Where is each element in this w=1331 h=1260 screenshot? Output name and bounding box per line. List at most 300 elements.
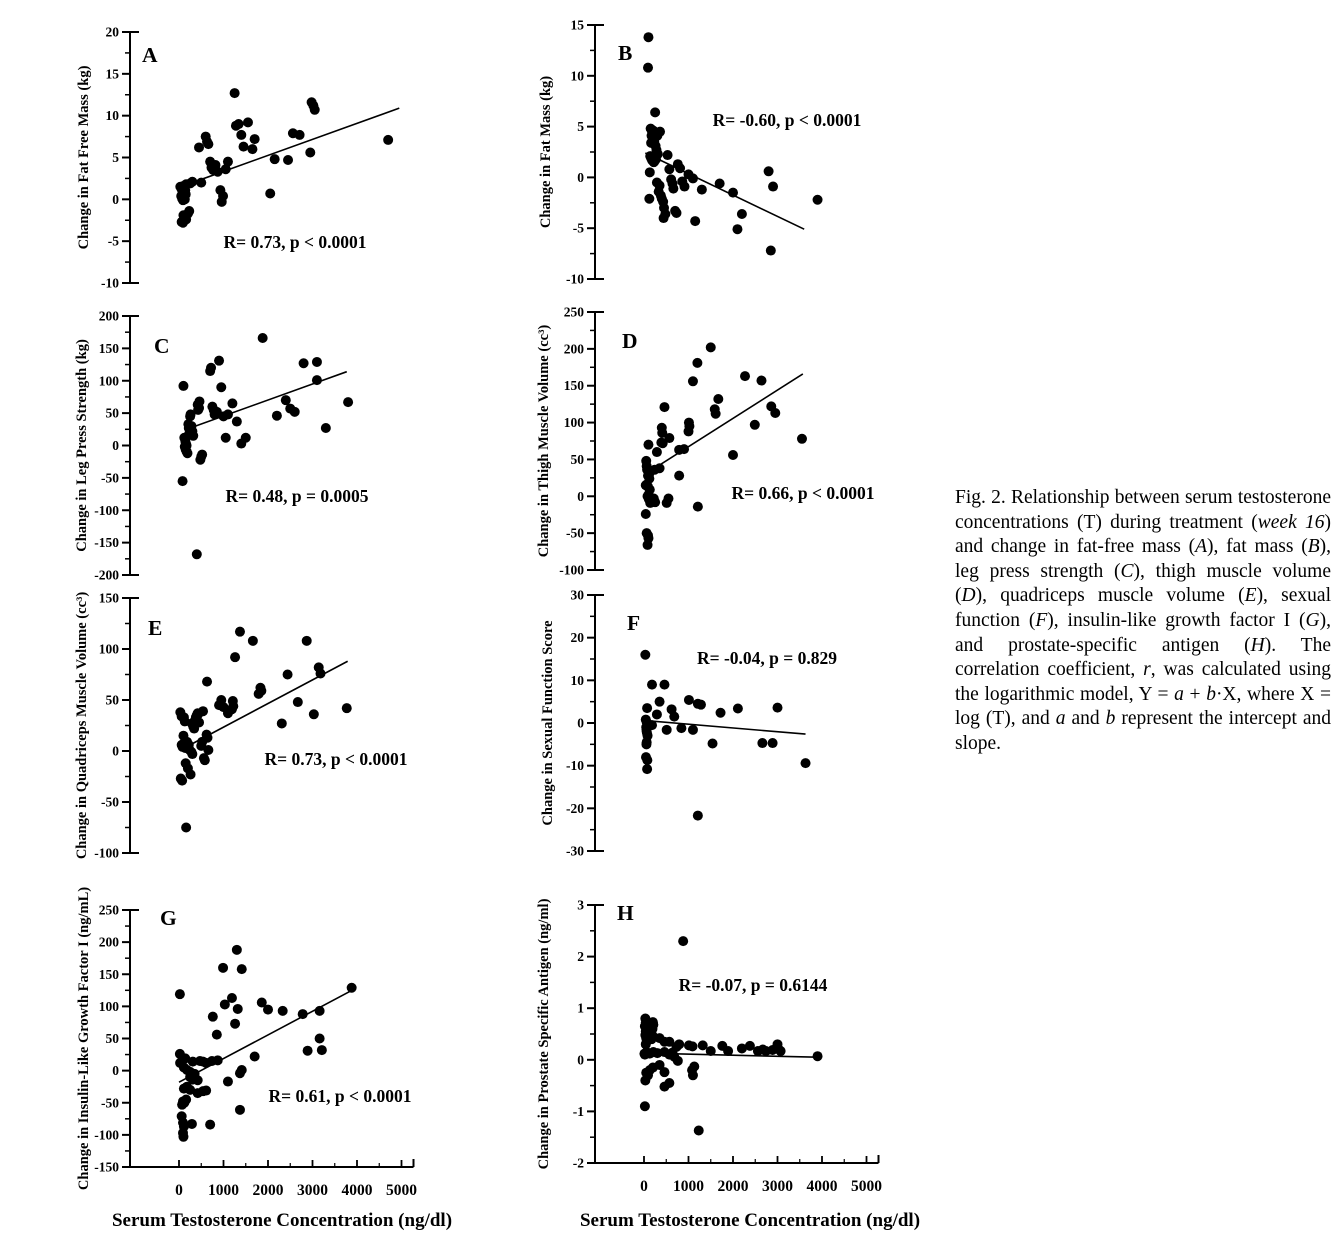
data-point [186, 769, 196, 779]
data-point [640, 1075, 650, 1085]
y-tick-label: -2 [572, 1155, 584, 1171]
scatter-panel-F [520, 585, 990, 877]
data-point [223, 157, 233, 167]
y-tick-label: -50 [566, 525, 584, 541]
y-tick-label: 0 [577, 488, 584, 504]
data-points [178, 333, 354, 559]
data-point [676, 723, 686, 733]
y-axis-ticks [573, 898, 595, 1171]
panel-letter: B [618, 41, 633, 65]
data-point [383, 135, 393, 145]
data-point [233, 1004, 243, 1014]
y-tick-label: 100 [98, 373, 119, 389]
data-point [347, 983, 357, 993]
data-point [310, 105, 320, 115]
data-point [272, 411, 282, 421]
data-point [178, 381, 188, 391]
caption-italic-segment: G [1305, 609, 1320, 631]
caption-segment: ), thigh muscle volume ( [955, 560, 1331, 607]
data-point [813, 195, 823, 205]
data-point [184, 206, 194, 216]
data-point [673, 1056, 683, 1066]
y-tick-label: 50 [105, 1031, 119, 1046]
data-point [664, 433, 674, 443]
data-point [643, 63, 653, 73]
y-axis [595, 905, 604, 1163]
figure-caption [955, 486, 1331, 757]
data-point [693, 811, 703, 821]
y-tick-label: 250 [563, 304, 584, 320]
data-point [250, 134, 260, 144]
data-points [175, 627, 351, 833]
caption-segment: ), insulin-like growth factor I ( [1047, 609, 1306, 631]
y-tick-label: 10 [105, 108, 119, 124]
y-tick-label: -200 [94, 567, 119, 583]
data-point [175, 989, 185, 999]
panel-E-chart [62, 585, 532, 877]
data-point [194, 142, 204, 152]
y-tick-label: 50 [105, 405, 119, 421]
panel-letter: G [160, 906, 177, 930]
caption-italic-segment: r [1143, 659, 1151, 681]
data-point [239, 142, 249, 152]
data-point [723, 1046, 733, 1056]
data-point [708, 738, 718, 748]
data-point [655, 697, 665, 707]
data-point [230, 88, 240, 98]
data-point [643, 440, 653, 450]
data-point [235, 627, 245, 637]
data-point [715, 178, 725, 188]
data-point [237, 964, 247, 974]
data-point [688, 173, 698, 183]
caption-italic-segment: F [1035, 609, 1048, 631]
data-point [706, 1046, 716, 1056]
data-points [640, 650, 810, 821]
data-point [200, 755, 210, 765]
data-point [652, 447, 662, 457]
y-axis [595, 312, 604, 570]
data-point [208, 1012, 218, 1022]
data-point [652, 709, 662, 719]
data-point [662, 498, 672, 508]
x-tick-label: 2000 [252, 1182, 284, 1199]
y-tick-label: 50 [570, 451, 584, 467]
data-point [258, 333, 268, 343]
y-tick-label: 100 [563, 415, 584, 431]
y-tick-label: 2 [577, 949, 584, 965]
data-point [201, 1086, 211, 1096]
panel-F-chart [520, 585, 990, 877]
data-point [256, 686, 266, 696]
data-point [218, 963, 228, 973]
data-point [343, 397, 353, 407]
data-point [678, 936, 688, 946]
panel-D-chart [520, 300, 990, 592]
data-point [694, 1125, 704, 1135]
caption-segment: ), leg press strength ( [955, 536, 1331, 582]
data-point [235, 1105, 245, 1115]
data-points [643, 32, 823, 255]
y-tick-label: -10 [566, 271, 584, 287]
y-axis-ticks [566, 588, 595, 859]
x-axis [130, 1159, 417, 1199]
data-point [227, 704, 237, 714]
data-point [645, 167, 655, 177]
data-point [216, 382, 226, 392]
data-point [250, 1051, 260, 1061]
y-tick-label: -10 [101, 275, 119, 291]
data-point [241, 433, 251, 443]
data-point [750, 420, 760, 430]
data-points [175, 945, 357, 1142]
y-axis-ticks [94, 309, 130, 583]
data-point [801, 758, 811, 768]
caption-segment: ) and change in fat-free mass ( [955, 511, 1331, 558]
data-point [312, 357, 322, 367]
data-point [697, 185, 707, 195]
y-tick-label: -100 [94, 1127, 119, 1143]
data-point [265, 188, 275, 198]
panel-letter: F [627, 611, 641, 635]
x-axis-title-left: Serum Testosterone Concentration (ng/dl) [111, 1210, 453, 1231]
y-axis-title: Change in Sexual Function Score [540, 620, 556, 826]
data-point [234, 119, 244, 129]
data-point [237, 1065, 247, 1075]
data-point [797, 434, 807, 444]
scatter-panel-B [520, 10, 990, 302]
data-point [305, 147, 315, 157]
data-point [302, 636, 312, 646]
scatter-panel-H [520, 880, 990, 1220]
data-point [711, 409, 721, 419]
y-axis-title: Change in Prostate Specific Antigen (ng/ml) [536, 898, 552, 1170]
caption-segment: ), sexual function ( [955, 585, 1331, 631]
data-point [188, 431, 198, 441]
data-point [177, 1100, 187, 1110]
x-tick-label: 3000 [762, 1178, 793, 1195]
data-point [230, 652, 240, 662]
y-tick-label: 20 [570, 630, 584, 646]
panel-letter: E [148, 616, 163, 640]
data-point [321, 423, 331, 433]
y-axis-ticks [101, 25, 130, 291]
data-point [655, 127, 665, 137]
correlation-annotation: R= 0.61, p < 0.0001 [268, 1086, 412, 1106]
y-tick-label: 15 [570, 17, 584, 33]
panel-C-chart [62, 300, 532, 592]
y-tick-label: -150 [94, 535, 119, 551]
y-tick-label: -50 [101, 1095, 119, 1111]
data-point [223, 409, 233, 419]
data-point [283, 670, 293, 680]
y-axis [595, 595, 604, 851]
data-point [693, 502, 703, 512]
data-point [248, 636, 258, 646]
y-axis-title: Change in Fat Mass (kg) [538, 75, 554, 229]
data-point [227, 993, 237, 1003]
y-tick-label: -5 [107, 233, 119, 249]
y-tick-label: 5 [112, 150, 119, 165]
caption-italic-segment: a [1055, 708, 1066, 730]
data-point [642, 755, 652, 765]
data-point [181, 189, 191, 199]
data-point [716, 708, 726, 718]
data-point [196, 178, 206, 188]
data-point [641, 739, 651, 749]
data-point [193, 1075, 203, 1085]
x-tick-label: 3000 [297, 1182, 328, 1199]
caption-italic-segment: b [1105, 708, 1116, 730]
caption-italic-segment: a [1174, 683, 1184, 705]
data-point [182, 448, 192, 458]
caption-segment: , was calculated using the logarithmic model, Y = [955, 659, 1331, 705]
correlation-annotation: R= -0.04, p = 0.829 [696, 648, 838, 668]
y-tick-label: 50 [105, 692, 119, 708]
data-point [659, 213, 669, 223]
data-point [263, 1005, 273, 1015]
scatter-panel-C [62, 300, 532, 592]
data-point [309, 709, 319, 719]
data-point [277, 718, 287, 728]
scatter-panel-G [62, 880, 532, 1220]
x-tick-label: 5000 [386, 1182, 417, 1199]
correlation-annotation: R= 0.73, p < 0.0001 [264, 749, 408, 769]
data-point [642, 703, 652, 713]
y-tick-label: 0 [112, 438, 119, 453]
x-axis-title-right: Serum Testosterone Concentration (ng/dl) [579, 1210, 921, 1231]
correlation-annotation: R= 0.48, p = 0.0005 [225, 486, 369, 506]
data-point [299, 358, 309, 368]
data-point [770, 408, 780, 418]
caption-segment: ·X, where X = log (T), and [955, 683, 1331, 730]
data-point [194, 396, 204, 406]
data-point [640, 1101, 650, 1111]
y-axis-title: Change in Insulin-Like Growth Factor I (ng/mL) [76, 886, 92, 1191]
data-point [202, 733, 212, 743]
data-point [217, 197, 227, 207]
y-tick-label: -30 [566, 843, 584, 859]
data-point [664, 164, 674, 174]
data-point [737, 209, 747, 219]
data-point [232, 945, 242, 955]
data-point [689, 1062, 699, 1072]
data-point [641, 509, 651, 519]
caption-segment: ). The correlation coefficient, [955, 634, 1331, 681]
data-point [766, 246, 776, 256]
caption-italic-segment: b [1206, 683, 1216, 705]
data-point [205, 1120, 215, 1130]
y-tick-label: -10 [566, 758, 584, 774]
data-point [315, 1034, 325, 1044]
data-point [203, 139, 213, 149]
caption-segment: represent the intercept and slope. [955, 708, 1331, 754]
y-tick-label: 0 [112, 191, 119, 207]
data-point [317, 1045, 327, 1055]
data-point [756, 376, 766, 386]
data-point [647, 680, 657, 690]
y-tick-label: 10 [570, 68, 584, 84]
correlation-annotation: R= -0.60, p < 0.0001 [712, 110, 862, 130]
data-point [194, 717, 204, 727]
data-point [178, 476, 188, 486]
y-tick-label: -100 [94, 845, 119, 861]
y-tick-label: -1 [572, 1103, 584, 1119]
caption-italic-segment: week 16 [1257, 511, 1325, 533]
data-point [281, 395, 291, 405]
panel-letter: A [142, 43, 158, 67]
data-point [278, 1006, 288, 1016]
data-point [813, 1051, 823, 1061]
data-point [298, 1009, 308, 1019]
y-tick-label: 5 [577, 119, 584, 135]
y-axis-ticks [94, 903, 130, 1175]
data-point [187, 177, 197, 187]
data-point [643, 540, 653, 550]
y-axis [130, 32, 139, 283]
data-points [641, 342, 807, 550]
panel-B-chart [520, 10, 990, 302]
data-point [679, 182, 689, 192]
y-axis [130, 598, 139, 853]
data-point [642, 764, 652, 774]
y-tick-label: 200 [98, 308, 119, 324]
data-point [662, 725, 672, 735]
data-point [728, 188, 738, 198]
data-point [740, 371, 750, 381]
data-point [232, 417, 242, 427]
x-tick-label: 0 [640, 1178, 648, 1195]
x-tick-label: 4000 [806, 1178, 838, 1195]
caption-segment: ), and prostate-specific antigen ( [955, 609, 1331, 656]
data-point [270, 154, 280, 164]
data-point [732, 224, 742, 234]
data-point [316, 668, 326, 678]
y-axis [595, 25, 604, 279]
x-tick-label: 2000 [717, 1178, 749, 1195]
panel-H-chart [520, 880, 990, 1220]
data-point [650, 497, 660, 507]
data-point [706, 342, 716, 352]
y-tick-label: 250 [98, 902, 119, 918]
data-point [221, 433, 231, 443]
y-tick-label: 0 [577, 1052, 584, 1068]
data-point [675, 163, 685, 173]
y-tick-label: -5 [572, 220, 584, 236]
data-point [213, 1055, 223, 1065]
data-point [193, 1088, 203, 1098]
caption-italic-segment: E [1244, 585, 1257, 607]
caption-segment: and [1065, 708, 1106, 730]
data-point [187, 749, 197, 759]
data-point [293, 697, 303, 707]
correlation-annotation: R= 0.66, p < 0.0001 [731, 483, 875, 503]
data-point [688, 1041, 698, 1051]
data-point [768, 182, 778, 192]
caption-italic-segment: D [961, 585, 976, 607]
y-tick-label: 15 [105, 66, 119, 82]
data-point [181, 823, 191, 833]
data-point [223, 1077, 233, 1087]
panel-letter: D [622, 329, 638, 353]
data-point [674, 471, 684, 481]
data-point [713, 394, 723, 404]
y-tick-label: 0 [577, 169, 584, 185]
y-tick-label: -150 [94, 1159, 119, 1175]
data-point [653, 149, 663, 159]
y-tick-label: 200 [98, 934, 119, 950]
caption-segment: + [1183, 683, 1207, 705]
data-point [690, 216, 700, 226]
y-tick-label: -20 [566, 800, 584, 816]
data-point [764, 166, 774, 176]
caption-segment: ), quadriceps muscle volume ( [975, 585, 1245, 607]
y-tick-label: -100 [94, 502, 119, 518]
data-point [679, 444, 689, 454]
data-point [202, 677, 212, 687]
data-point [315, 1006, 325, 1016]
data-point [644, 194, 654, 204]
data-point [312, 375, 322, 385]
correlation-annotation: R= 0.73, p < 0.0001 [223, 232, 367, 252]
data-point [688, 376, 698, 386]
y-tick-label: 150 [563, 378, 584, 394]
y-tick-label: 0 [112, 743, 119, 759]
data-point [773, 703, 783, 713]
data-point [212, 1030, 222, 1040]
x-axis [595, 1155, 882, 1195]
data-point [647, 720, 657, 730]
data-point [303, 1046, 313, 1056]
data-point [227, 398, 237, 408]
data-point [243, 117, 253, 127]
panel-letter: C [154, 334, 170, 358]
data-point [247, 144, 257, 154]
caption-segment: ), fat mass ( [1207, 536, 1308, 558]
y-tick-label: -100 [559, 562, 584, 578]
y-tick-label: 150 [98, 966, 119, 982]
data-point [197, 450, 207, 460]
y-tick-label: 10 [570, 672, 584, 688]
data-point [659, 1082, 669, 1092]
y-tick-label: 100 [98, 998, 119, 1014]
data-point [214, 356, 224, 366]
data-point [650, 107, 660, 117]
x-tick-label: 1000 [673, 1178, 704, 1195]
data-point [776, 1046, 786, 1056]
y-axis [130, 316, 139, 575]
data-point [684, 426, 694, 436]
data-point [655, 463, 665, 473]
y-axis-title: Change in Quadriceps Muscle Volume (cc³) [74, 591, 90, 860]
y-tick-label: 0 [577, 715, 584, 731]
x-tick-label: 1000 [208, 1182, 239, 1199]
regression-line [190, 372, 347, 428]
data-point [688, 725, 698, 735]
data-point [684, 695, 694, 705]
caption-italic-segment: C [1120, 560, 1134, 582]
regression-line [644, 374, 803, 475]
data-point [659, 680, 669, 690]
y-axis [130, 910, 139, 1167]
y-axis-ticks [559, 305, 595, 578]
data-point [696, 700, 706, 710]
panel-A-chart [62, 10, 532, 302]
data-points [639, 936, 822, 1135]
y-tick-label: 150 [98, 590, 119, 606]
data-point [757, 738, 767, 748]
caption-segment: Fig. 2. Relationship between serum testosterone concentrations (T) during treatment ( [955, 487, 1331, 533]
